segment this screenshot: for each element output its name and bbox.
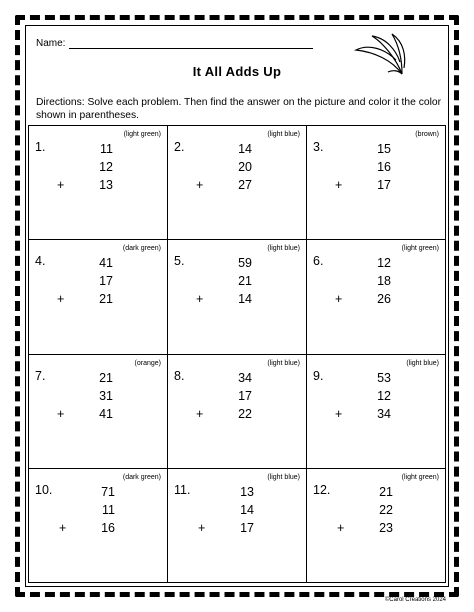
color-note: (light green) [401, 245, 439, 253]
color-note: (light blue) [267, 245, 300, 253]
problem-cell [168, 126, 307, 240]
problem-cell [307, 355, 446, 469]
name-row [36, 38, 313, 49]
plus-sign: + [57, 178, 65, 192]
addend: 31 [99, 388, 113, 403]
addend: 22 [238, 406, 252, 421]
color-note: (orange) [134, 359, 161, 367]
addend: 59 [238, 256, 252, 271]
problem-number: 1. [35, 140, 46, 154]
addend-stack [337, 483, 393, 537]
color-note: (light blue) [267, 359, 300, 367]
color-note: (dark green) [122, 473, 161, 481]
addend: 14 [238, 142, 252, 156]
color-note: (brown) [415, 131, 439, 138]
problem-cell [168, 469, 307, 583]
addend: 21 [379, 484, 393, 499]
addend: 22 [379, 502, 393, 517]
addend: 12 [377, 256, 391, 271]
addend-stack [59, 483, 115, 537]
problem-number: 7. [35, 368, 46, 383]
plus-sign: + [198, 520, 206, 535]
worksheet-title: It All Adds Up [192, 64, 282, 79]
plus-sign: + [335, 406, 343, 421]
problem-cell [168, 355, 307, 469]
plus-sign: + [57, 292, 65, 307]
addend: 16 [101, 520, 115, 535]
color-note: (dark green) [122, 245, 161, 253]
addend: 23 [379, 520, 393, 535]
addend: 53 [377, 370, 391, 385]
problem-cell [168, 240, 307, 354]
plus-sign: + [196, 178, 204, 192]
plus-sign: + [196, 406, 204, 421]
addend: 17 [377, 178, 391, 192]
addend: 17 [99, 274, 113, 289]
addend: 41 [99, 406, 113, 421]
addend: 20 [238, 160, 252, 174]
problem-number: 12. [313, 482, 331, 497]
plus-sign: + [335, 178, 343, 192]
problem-number: 5. [174, 254, 185, 269]
problem-number: 3. [313, 140, 324, 154]
addend: 34 [377, 406, 391, 421]
addend: 18 [377, 274, 391, 289]
addend: 11 [100, 142, 113, 156]
plus-sign: + [59, 520, 67, 535]
plus-sign: + [57, 406, 65, 421]
problem-cell [307, 240, 446, 354]
addend-stack [196, 369, 252, 423]
color-note: (light blue) [267, 131, 300, 138]
addend-stack [335, 254, 391, 308]
problem-number: 10. [35, 482, 53, 497]
addend: 12 [99, 160, 113, 174]
plus-sign: + [335, 292, 343, 307]
problem-number: 9. [313, 368, 324, 383]
addend: 41 [99, 256, 113, 271]
addend: 13 [240, 484, 254, 499]
addend: 34 [238, 370, 252, 385]
addend-stack [196, 140, 252, 194]
addend: 21 [99, 292, 113, 307]
color-note: (light green) [401, 473, 439, 481]
addend: 27 [238, 178, 252, 192]
addend: 14 [240, 502, 254, 517]
addend: 16 [377, 160, 391, 174]
name-label: Name: [36, 38, 66, 49]
addend-stack [335, 140, 391, 194]
color-note: (light green) [123, 131, 161, 138]
addend: 17 [238, 388, 252, 403]
addend: 26 [377, 292, 391, 307]
problem-number: 2. [174, 140, 185, 154]
problem-cell [29, 240, 168, 354]
addend-stack [57, 254, 113, 308]
addend-stack [196, 254, 252, 308]
problem-number: 6. [313, 254, 324, 269]
addend: 12 [377, 388, 391, 403]
problem-number: 11. [174, 482, 191, 497]
problem-cell [29, 126, 168, 240]
plus-sign: + [196, 292, 204, 307]
addend: 11 [102, 502, 115, 517]
problem-cell [29, 355, 168, 469]
color-note: (light blue) [406, 359, 439, 367]
problem-cell [307, 126, 446, 240]
problem-grid [28, 125, 446, 583]
name-blank-line[interactable] [69, 39, 313, 49]
problem-number: 4. [35, 254, 46, 269]
color-note: (light blue) [267, 473, 300, 481]
addend-stack [57, 369, 113, 423]
addend: 13 [99, 178, 113, 192]
addend: 14 [238, 292, 252, 307]
plus-sign: + [337, 520, 345, 535]
problem-number: 8. [174, 368, 185, 383]
addend: 15 [377, 142, 391, 156]
addend: 21 [99, 370, 113, 385]
addend: 21 [238, 274, 252, 289]
problem-cell [307, 469, 446, 583]
addend: 71 [101, 484, 115, 499]
directions-text: Directions: Solve each problem. Then find the answer on the picture and color it the color shown in parentheses. [36, 97, 442, 121]
addend-stack [57, 140, 113, 194]
problem-cell [29, 469, 168, 583]
addend: 17 [240, 520, 254, 535]
addend-stack [335, 369, 391, 423]
addend-stack [198, 483, 254, 537]
copyright-notice: ©Carol Creations 2024 [384, 597, 446, 603]
